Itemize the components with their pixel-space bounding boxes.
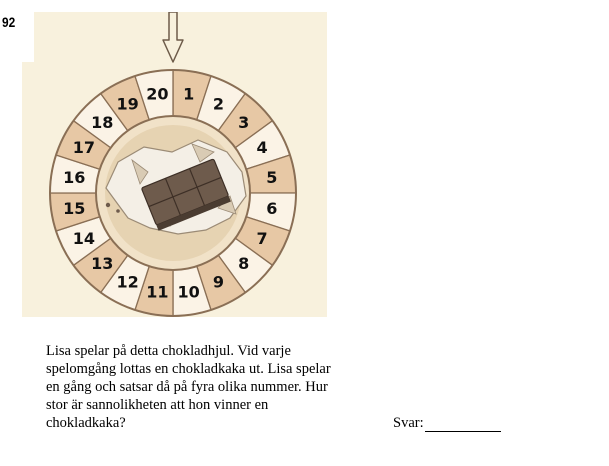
question-text: Lisa spelar på detta chokladhjul. Vid varje spelomgång lottas en chokladkaka ut. Lisa spelar en gång och satsar då på fyra olika nummer. Hur stor är sannolikheten att hon vinner en chokladkaka? — [46, 343, 331, 431]
answer-field — [393, 414, 501, 432]
wheel-number-9: 9 — [212, 272, 224, 292]
wheel-number-4: 4 — [256, 138, 268, 158]
wheel-number-20: 20 — [146, 84, 169, 104]
wheel-number-10: 10 — [177, 282, 200, 302]
wheel-number-13: 13 — [91, 254, 114, 274]
wheel-number-6: 6 — [266, 199, 278, 219]
wheel-number-17: 17 — [72, 138, 96, 158]
answer-line[interactable] — [425, 417, 501, 432]
wheel-number-19: 19 — [116, 94, 139, 114]
wheel-number-15: 15 — [63, 199, 86, 219]
chocolate-wheel-illustration — [22, 12, 327, 317]
illustration-corner — [22, 12, 34, 62]
wheel-number-3: 3 — [238, 112, 250, 132]
wheel-number-16: 16 — [63, 167, 86, 187]
wheel-number-2: 2 — [212, 94, 224, 114]
wheel-number-5: 5 — [266, 167, 278, 187]
answer-label: Svar: — [393, 415, 424, 431]
wheel-number-12: 12 — [116, 272, 139, 292]
wheel-number-8: 8 — [238, 254, 250, 274]
wheel-number-1: 1 — [183, 84, 195, 104]
page-number: 92 — [2, 14, 16, 30]
down-arrow-icon — [163, 12, 183, 62]
wheel-number-14: 14 — [72, 228, 96, 248]
wheel-number-7: 7 — [256, 228, 268, 248]
wheel-number-18: 18 — [91, 112, 114, 132]
wheel-number-11: 11 — [146, 282, 169, 302]
chocolate-wheel — [22, 12, 327, 317]
